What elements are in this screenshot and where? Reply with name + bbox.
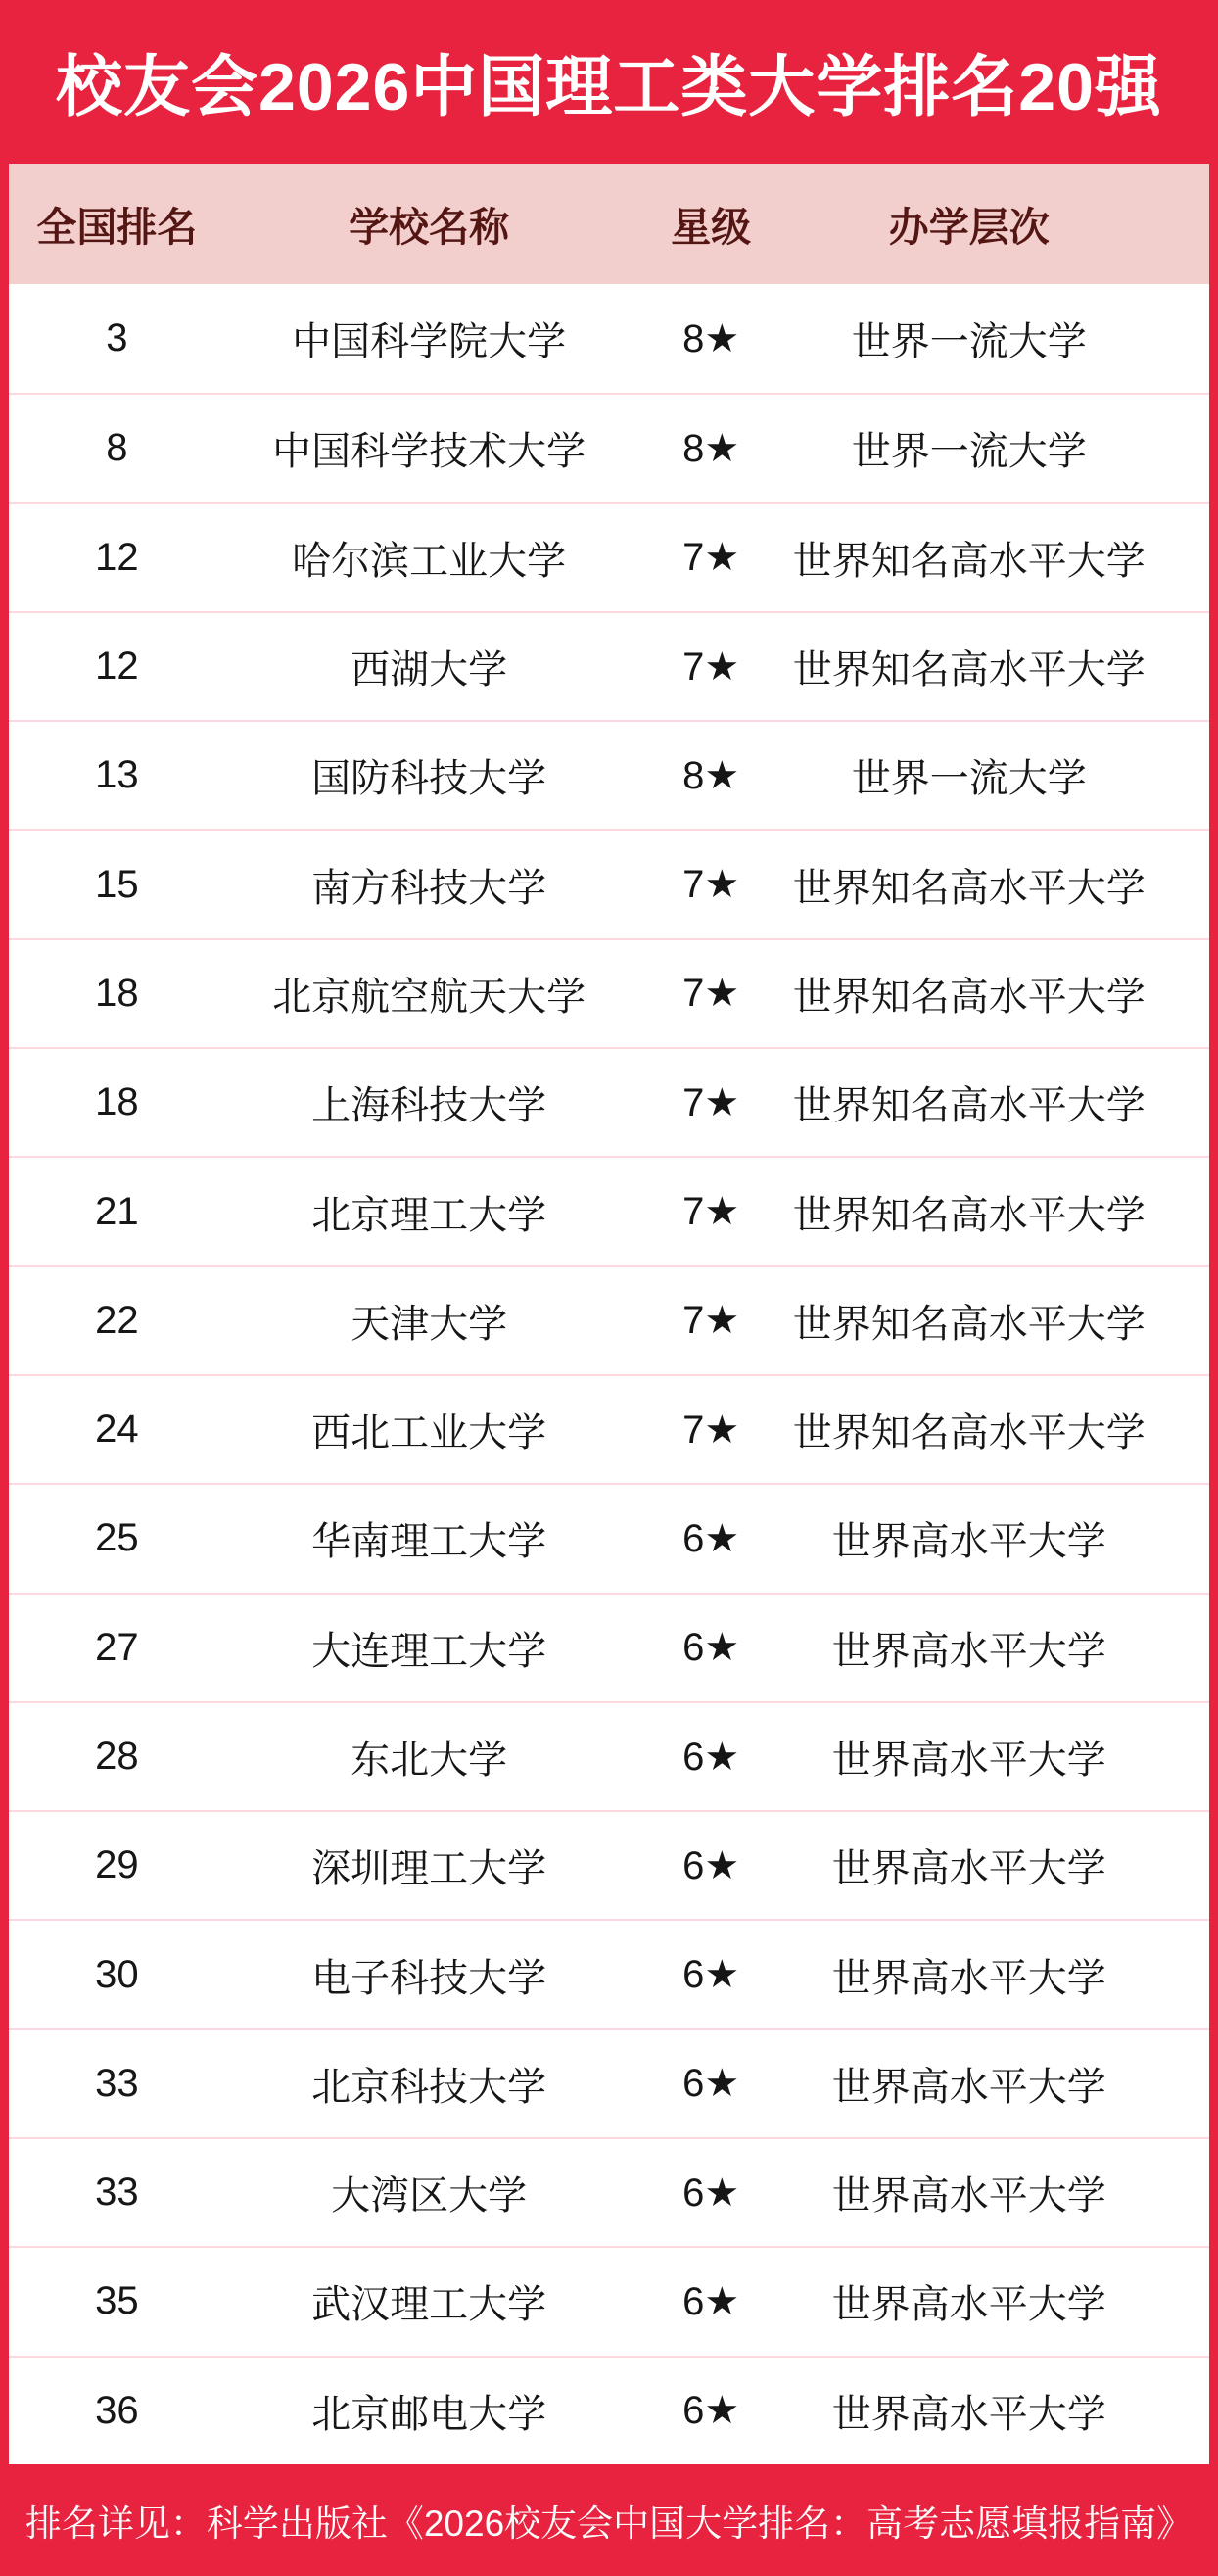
cell-rank: 13 bbox=[95, 753, 139, 797]
cell-name: 深圳理工大学 bbox=[311, 1847, 547, 1891]
cell-rank: 18 bbox=[95, 1080, 139, 1124]
cell-star: 7★ bbox=[682, 536, 740, 580]
cell-rank: 8 bbox=[106, 426, 128, 470]
cell-level: 世界高水平大学 bbox=[831, 2283, 1106, 2327]
cell-name: 上海科技大学 bbox=[311, 1084, 547, 1128]
cell-name: 国防科技大学 bbox=[311, 757, 547, 801]
cell-level: 世界知名高水平大学 bbox=[792, 866, 1146, 910]
cell-level: 世界高水平大学 bbox=[831, 1629, 1106, 1673]
table-row bbox=[9, 1047, 1209, 1156]
cell-star: 7★ bbox=[682, 1407, 740, 1452]
cell-level: 世界一流大学 bbox=[851, 757, 1087, 801]
column-header-level: 办学层次 bbox=[888, 205, 1050, 250]
page-footer bbox=[0, 2464, 1218, 2576]
cell-level: 世界高水平大学 bbox=[831, 1520, 1106, 1564]
ranking-table bbox=[9, 164, 1209, 2464]
cell-level: 世界一流大学 bbox=[851, 320, 1087, 364]
cell-name: 北京理工大学 bbox=[311, 1193, 547, 1237]
table-row bbox=[9, 1701, 1209, 1810]
cell-rank: 3 bbox=[106, 316, 128, 360]
page-header bbox=[0, 0, 1218, 164]
table-row bbox=[9, 393, 1209, 501]
table-row bbox=[9, 284, 1209, 393]
cell-star: 6★ bbox=[682, 1735, 740, 1779]
cell-rank: 27 bbox=[95, 1625, 139, 1669]
cell-rank: 35 bbox=[95, 2279, 139, 2323]
cell-level: 世界知名高水平大学 bbox=[792, 1193, 1146, 1237]
cell-level: 世界知名高水平大学 bbox=[792, 1411, 1146, 1455]
cell-name: 哈尔滨工业大学 bbox=[292, 539, 567, 583]
cell-name: 东北大学 bbox=[351, 1739, 508, 1782]
cell-name: 北京邮电大学 bbox=[311, 2392, 547, 2436]
table-row bbox=[9, 1919, 1209, 2027]
cell-rank: 36 bbox=[95, 2388, 139, 2432]
cell-name: 大湾区大学 bbox=[331, 2174, 528, 2218]
table-row bbox=[9, 1374, 1209, 1483]
cell-rank: 33 bbox=[95, 2061, 139, 2105]
cell-level: 世界高水平大学 bbox=[831, 1739, 1106, 1782]
cell-rank: 25 bbox=[95, 1516, 139, 1560]
cell-rank: 30 bbox=[95, 1952, 139, 1996]
cell-rank: 15 bbox=[95, 862, 139, 906]
cell-star: 7★ bbox=[682, 972, 740, 1016]
cell-level: 世界知名高水平大学 bbox=[792, 1084, 1146, 1128]
cell-rank: 33 bbox=[95, 2171, 139, 2215]
cell-star: 8★ bbox=[682, 316, 740, 360]
column-header-star: 星级 bbox=[671, 205, 752, 250]
cell-star: 6★ bbox=[682, 2171, 740, 2215]
table-row bbox=[9, 611, 1209, 720]
cell-rank: 29 bbox=[95, 1843, 139, 1887]
cell-rank: 18 bbox=[95, 971, 139, 1015]
cell-rank: 24 bbox=[95, 1407, 139, 1452]
table-row bbox=[9, 2246, 1209, 2355]
column-header-rank: 全国排名 bbox=[36, 205, 198, 250]
cell-name: 天津大学 bbox=[351, 1302, 508, 1346]
table-row bbox=[9, 2356, 1209, 2464]
cell-level: 世界高水平大学 bbox=[831, 1956, 1106, 2000]
cell-name: 中国科学技术大学 bbox=[272, 430, 586, 474]
cell-rank: 12 bbox=[95, 535, 139, 579]
cell-name: 西北工业大学 bbox=[311, 1411, 547, 1455]
cell-name: 北京科技大学 bbox=[311, 2065, 547, 2109]
cell-star: 6★ bbox=[682, 2279, 740, 2323]
cell-star: 7★ bbox=[682, 1299, 740, 1343]
table-row bbox=[9, 1156, 1209, 1264]
cell-name: 电子科技大学 bbox=[311, 1956, 547, 2000]
cell-star: 7★ bbox=[682, 1190, 740, 1234]
cell-star: 6★ bbox=[682, 1626, 740, 1670]
table-row bbox=[9, 2137, 1209, 2246]
table-row bbox=[9, 1265, 1209, 1374]
cell-level: 世界高水平大学 bbox=[831, 2065, 1106, 2109]
cell-star: 7★ bbox=[682, 644, 740, 689]
cell-name: 西湖大学 bbox=[351, 648, 508, 692]
cell-level: 世界一流大学 bbox=[851, 430, 1087, 474]
table-row bbox=[9, 2028, 1209, 2137]
cell-star: 8★ bbox=[682, 426, 740, 470]
cell-name: 大连理工大学 bbox=[311, 1629, 547, 1673]
cell-level: 世界知名高水平大学 bbox=[792, 975, 1146, 1019]
cell-star: 8★ bbox=[682, 753, 740, 797]
cell-name: 武汉理工大学 bbox=[311, 2283, 547, 2327]
cell-star: 7★ bbox=[682, 1080, 740, 1124]
table-row bbox=[9, 1810, 1209, 1919]
table-row bbox=[9, 502, 1209, 611]
cell-level: 世界知名高水平大学 bbox=[792, 539, 1146, 583]
cell-level: 世界知名高水平大学 bbox=[792, 648, 1146, 692]
table-row bbox=[9, 938, 1209, 1047]
cell-star: 6★ bbox=[682, 1843, 740, 1887]
cell-name: 北京航空航天大学 bbox=[272, 975, 586, 1019]
cell-level: 世界高水平大学 bbox=[831, 2392, 1106, 2436]
cell-name: 华南理工大学 bbox=[311, 1520, 547, 1564]
page-title: 校友会2026中国理工类大学排名20强 bbox=[56, 50, 1162, 124]
table-row bbox=[9, 720, 1209, 829]
cell-level: 世界高水平大学 bbox=[831, 2174, 1106, 2218]
cell-level: 世界知名高水平大学 bbox=[792, 1302, 1146, 1346]
column-header-name: 学校名称 bbox=[349, 205, 510, 250]
cell-rank: 12 bbox=[95, 644, 139, 689]
table-row bbox=[9, 1483, 1209, 1592]
cell-name: 中国科学院大学 bbox=[292, 320, 567, 364]
cell-star: 6★ bbox=[682, 2389, 740, 2433]
cell-star: 6★ bbox=[682, 1953, 740, 1997]
table-row bbox=[9, 1593, 1209, 1701]
cell-name: 南方科技大学 bbox=[311, 866, 547, 910]
cell-rank: 21 bbox=[95, 1189, 139, 1233]
cell-star: 6★ bbox=[682, 2062, 740, 2106]
table-header-row bbox=[9, 164, 1209, 284]
cell-level: 世界高水平大学 bbox=[831, 1847, 1106, 1891]
table-body bbox=[9, 284, 1209, 2464]
table-row bbox=[9, 829, 1209, 937]
cell-star: 7★ bbox=[682, 863, 740, 907]
cell-rank: 28 bbox=[95, 1735, 139, 1778]
cell-star: 6★ bbox=[682, 1516, 740, 1560]
footer-note: 排名详见：科学出版社《2026校友会中国大学排名：高考志愿填报指南》 bbox=[24, 2503, 1194, 2544]
cell-rank: 22 bbox=[95, 1298, 139, 1342]
